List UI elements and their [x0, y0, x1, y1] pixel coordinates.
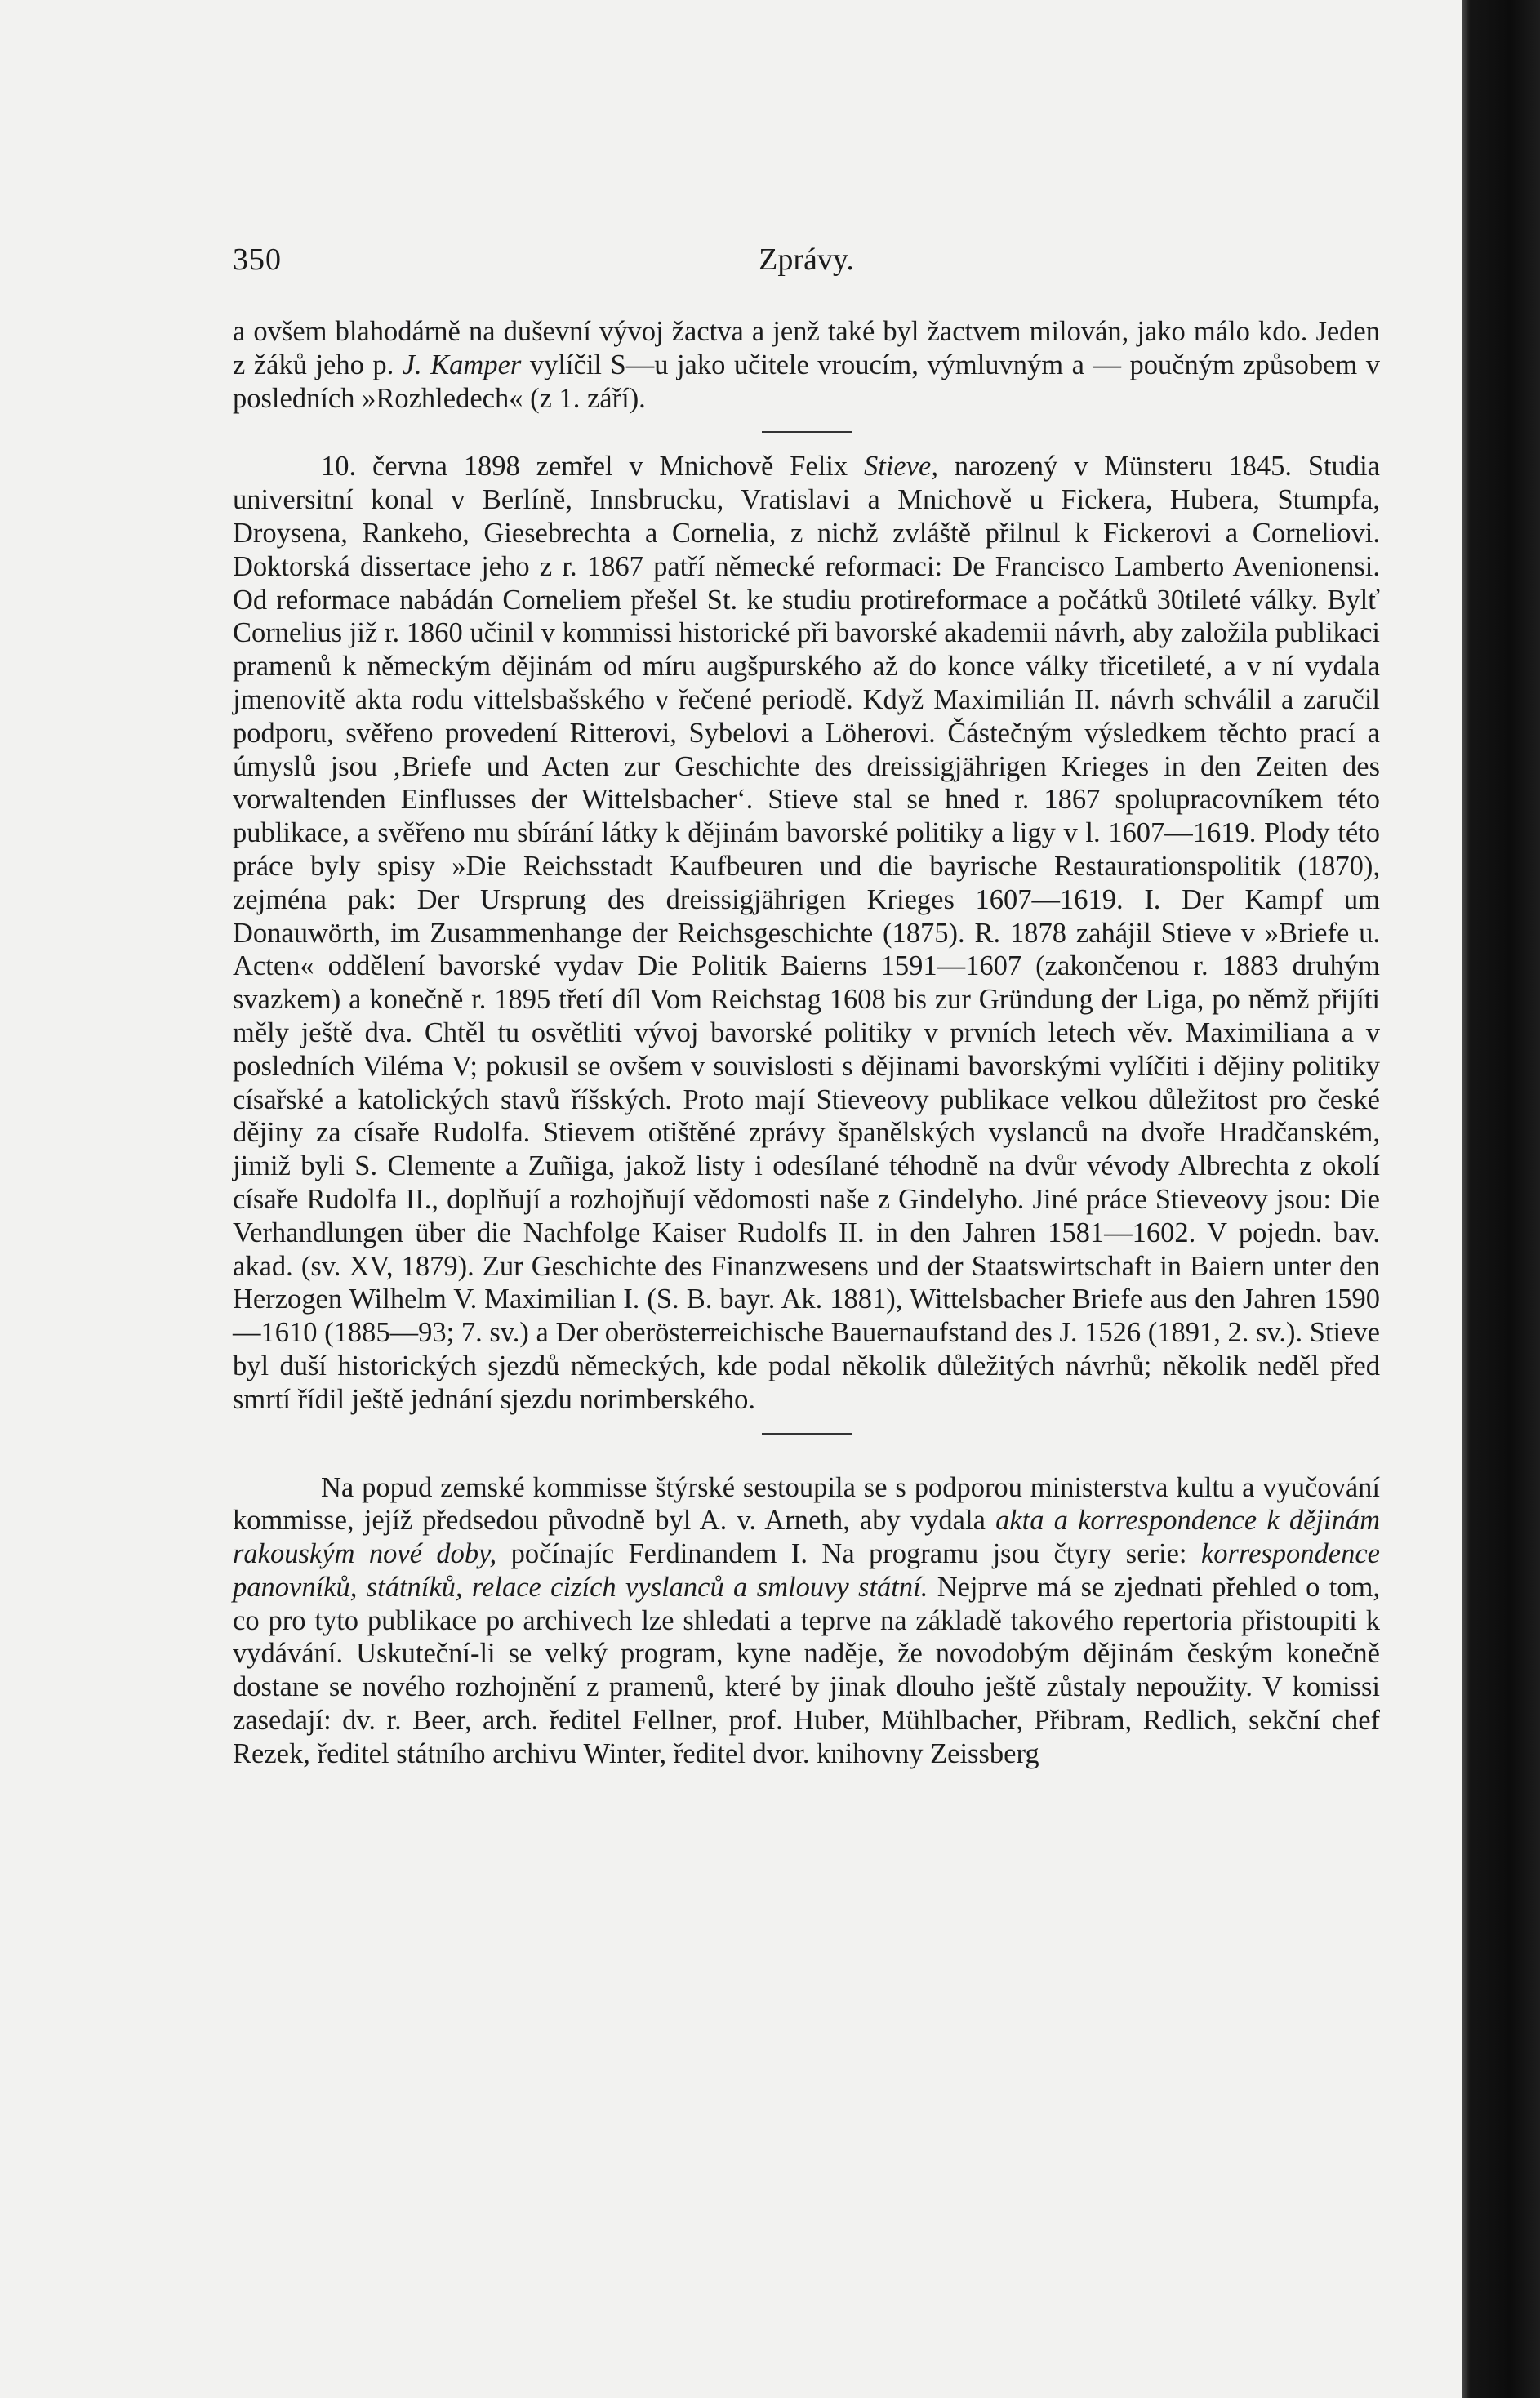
page-header: [233, 242, 1380, 281]
edition-series: korrespondence panovníků, státníků, relace cizích vyslanců a smlouvy státní.: [233, 1538, 1380, 1603]
paragraph-kamper: a ovšem blahodárně na duševní vývoj žactva a jenž také byl žactvem milován, jako málo kdo. Jeden z žáků jeho p. J. Kamper vylíčil S—u jako učitele vroucím, výmluvným a — poučným způsobem v posledních »Rozhledech« (z 1. září).: [233, 316, 1380, 414]
section-divider: [762, 431, 852, 433]
scan-edge: [1462, 0, 1540, 2398]
surname-stieve: Stieve,: [863, 451, 938, 483]
paragraph-commission: Na popud zemské kommisse štýrské sestoupila se s podporou ministerstva kultu a vyučování kommisse, jejíž předsedou původně byl A. v. Arneth, aby vydala akta a korrespondence k dějinám rakouským nové doby, počínajíc Ferdinandem I. Na programu jsou čtyry serie: korrespondence panovníků, státníků, relace cizích vyslanců a smlouvy státní. Nejprve má se zjednati přehled o tom, co pro tyto publikace po archivech lze shledati a teprve na základě takového repertoria přistoupiti k vydávání. Uskuteční-li se velký program, kyne naděje, že novodobým dějinám českým konečně dostane se nového rozhojnění z pramenů, které by jinak dlouho ještě zůstaly nepoužity. V komissi zasedají: dv. r. Beer, arch. ředitel Fellner, prof. Huber, Mühlbacher, Přibram, Redlich, sekční chef Rezek, ředitel státního archivu Winter, ředitel dvor. knihovny Zeissberg: [233, 1471, 1381, 1769]
section-divider: [762, 1433, 852, 1435]
edition-title: akta a korrespondence k dějinám rakouským nové doby,: [233, 1505, 1381, 1570]
article-body: [233, 315, 1380, 1771]
page-number: 350: [233, 242, 282, 277]
author-name: J. Kamper: [402, 349, 522, 380]
running-title: Zprávy.: [759, 242, 854, 277]
paragraph-stieve: 10. června 1898 zemřel v Mnichově Felix Stieve, narozený v Münsteru 1845. Studia universitní konal v Berlíně, Innsbrucku, Vratislavi a Mnichově u Fickera, Hubera, Stumpfa, Droysena, Rankeho, Giesebrechta a Cornelia, z nichž zvláště přilnul k Fickerovi a Corneliovi. Doktorská dissertace jeho z r. 1867 patří německé reformaci: De Francisco Lamberto Avenionensi. Od reformace nabádán Corneliem přešel St. ke studiu protireformace a počátků 30tileté války. Bylť Cornelius již r. 1860 učinil v kommissi historické při bavorské akademii návrh, aby založila publikaci pramenů k německým dějinám od míru augšpurského až do konce války třicetileté, a v ní vydala jmenovitě akta rodu vittelsbašského v řečené periodě. Když Maximilián II. návrh schválil a zaručil podporu, svěřeno provedení Ritterovi, Sybelovi a Löherovi. Částečným výsledkem těchto prací a úmyslů jsou ‚Briefe und Acten zur Geschichte des dreissigjährigen Krieges in den Zeiten des vorwaltenden Einflusses der Wittelsbacher‘. Stieve stal se hned r. 1867 spolupracovníkem této publikace, a svěřeno mu sbírání látky k dějinám bavorské politiky a ligy v l. 1607—1619. Plody této práce byly spisy »Die Reichsstadt Kaufbeuren und die bayrische Restaurationspolitik (1870), zejména pak: Der Ursprung des dreissigjährigen Krieges 1607—1619. I. Der Kampf um Donauwörth, im Zusammenhange der Reichsgeschichte (1875). R. 1878 zahájil Stieve v »Briefe u. Acten« oddělení bavorské vydav Die Politik Baierns 1591—1607 (zakončenou r. 1883 druhým svazkem) a konečně r. 1895 třetí díl Vom Reichstag 1608 bis zur Gründung der Liga, po němž přijíti měly ještě dva. Chtěl tu osvětliti vývoj bavorské politiky v prvních letech věv. Maximiliana a v posledních Viléma V; pokusil se ovšem v souvislosti s dějinami bavorskými vylíčiti i dějiny politiky císařské a katolických stavů říšských. Proto mají Stieveovy publikace velkou důležitost pro české dějiny za císaře Rudolfa. Stievem otištěné zprávy španělských vyslanců na dvoře Hradčanském, jimiž byli S. Clemente a Zuñiga, jakož listy i odesílané téhodně na dvůr vévody Albrechta z okolí císaře Rudolfa II., doplňují a rozhojňují vědomosti naše z Gindelyho. Jiné práce Stieveovy jsou: Die Verhandlungen über die Nachfolge Kaiser Rudolfs II. in den Jahren 1581—1602. V pojedn. bav. akad. (sv. XV, 1879). Zur Geschichte des Finanzwesens und der Staatswirtschaft in Baiern unter den Herzogen Wilhelm V. Maximilian I. (S. B. bayr. Ak. 1881), Wittelsbacher Briefe aus den Jahren 1590—1610 (1885—93; 7. sv.) a Der oberösterreichische Bauernaufstand des J. 1526 (1891, 2. sv.). Stieve byl duší historických sjezdů německých, kde podal několik důležitých návrhů; několik neděl před smrtí řídil ještě jednání sjezdu norimberského.: [233, 451, 1380, 1415]
